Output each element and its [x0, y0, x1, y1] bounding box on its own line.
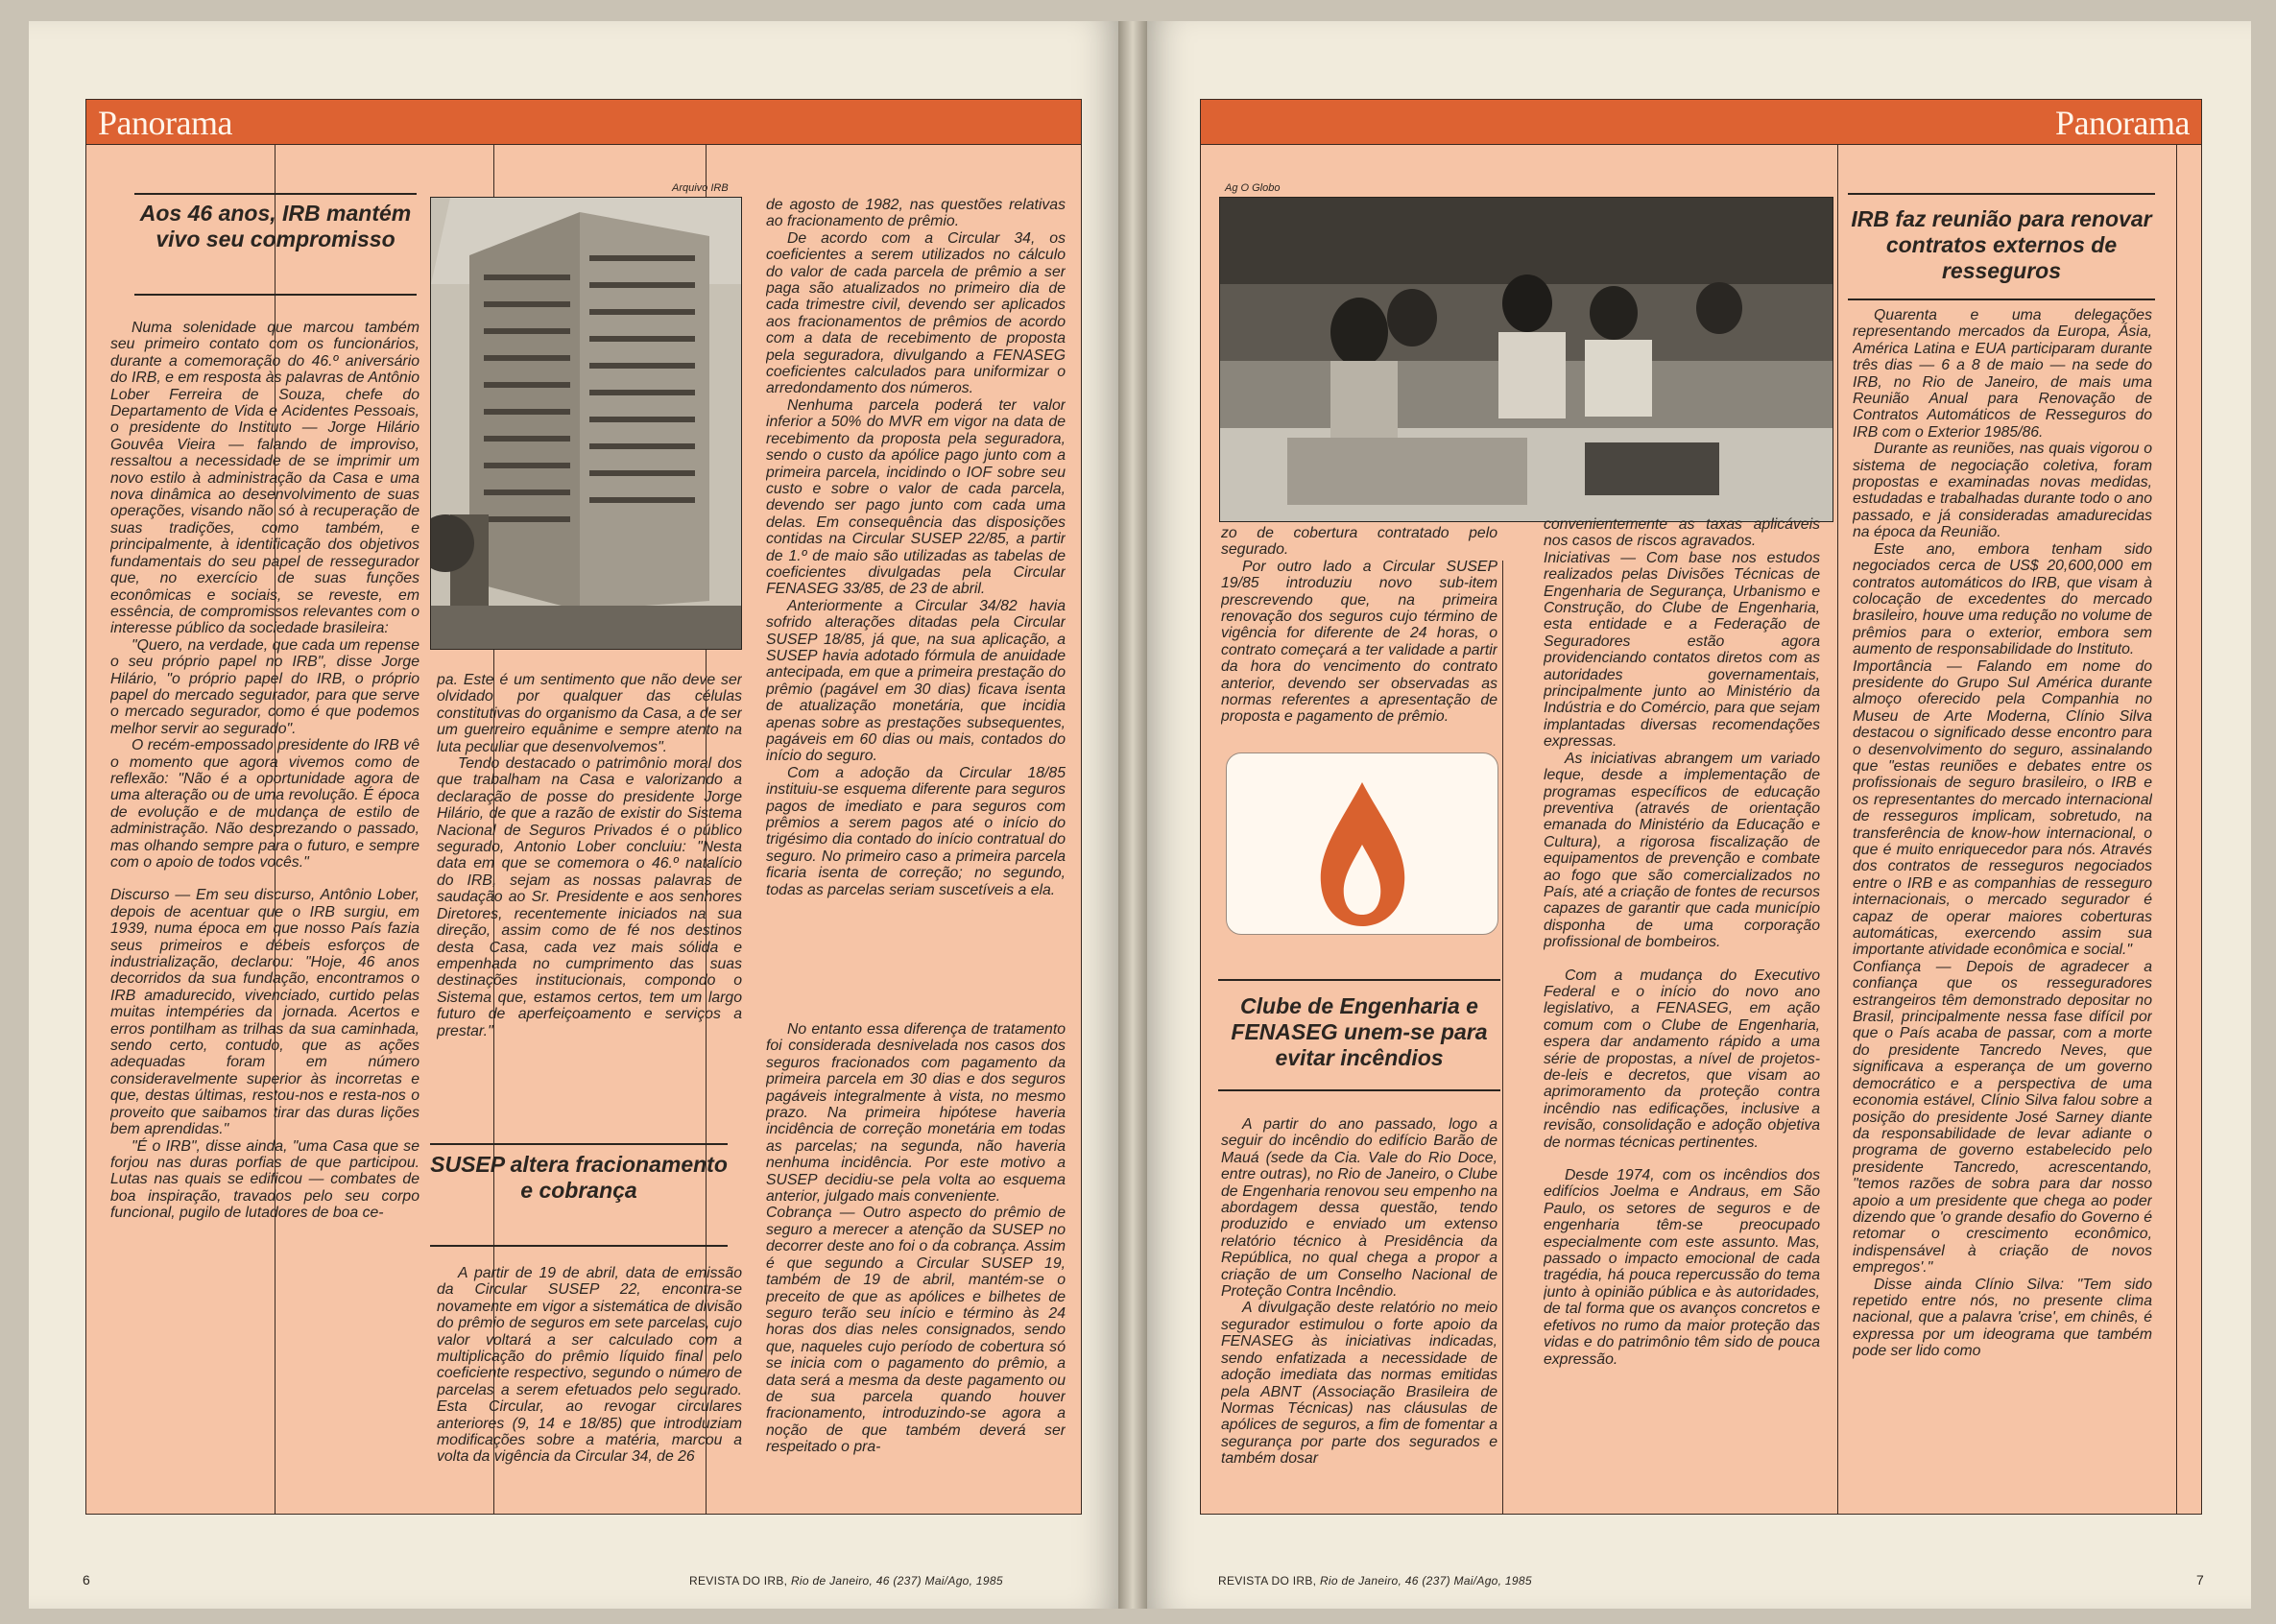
article-column-1b [1221, 1116, 1497, 1486]
paragraph: A divulgação deste relatório no meio segurador estimulou o forte apoio da FENASEG às iniciativas indicadas, sendo enfatizada a necessidade de adoção imediata das normas emitidas pela ABNT (Associação Brasileira de Normas Técnicas) nas cláusulas de apólices de seguros, a fim de fomentar a segurança por parte dos segurados e também dosar [1221, 1300, 1497, 1468]
paragraph: O recém-empossado presidente do IRB vê o momento que agora vivemos como de reflexão: "Não é a oportunidade agora de uma alteração ou de uma revolução. É época de evolução e de mudança de estilo de administração. Não desprezando o passado, mas olhando sempre para o futuro, e sempre com o apoio de todos vocês." [110, 737, 419, 871]
paragraph: de agosto de 1982, nas questões relativas ao fracionamento de prêmio. [766, 197, 1066, 230]
section-title: Panorama [2055, 104, 2190, 142]
building-illustration [431, 198, 741, 649]
headline-rule [1848, 299, 2155, 300]
building-photo [430, 197, 742, 650]
journal-name: REVISTA DO IRB, [1218, 1574, 1317, 1588]
article-column-2 [1544, 516, 1820, 1486]
paragraph: Durante as reuniões, nas quais vigorou o sistema de negociação coletiva, foram propostas e examinadas novas medidas, estudadas e trabalhadas durante todo o ano passado, e já consideradas amadurecidas na época da Reunião. [1853, 441, 2152, 541]
column-rule [1502, 561, 1503, 1514]
paragraph: "Quero, na verdade, que cada um repense o seu próprio papel no IRB", disse Jorge Hilário, "o próprio papel do IRB, o próprio papel do mercado segurador, para que serve o mercado segurador, como é que podemos melhor servir ao segurado". [110, 636, 419, 737]
section-band [86, 100, 1081, 145]
headline-rule [430, 1245, 728, 1247]
paragraph: Tendo destacado o patrimônio moral dos que trabalham na Casa e valorizando a declaração de posse do presidente Jorge Hilário, de que a razão de existir do Sistema Nacional de Seguros Privados é o público segurado, Antonio Lober concluiu: "Nesta data em que se comemora o 46.º natalício do IRB, sejam as nossas palavras de saudação ao Sr. Presidente e aos senhores Diretores, recentemente iniciados na sua direção, assim como de fé nos destinos desta Casa, cada vez mais sólida e empenhada no cumprimento das suas destinações institucionais, compondo o Sistema que, estamos certos, tem um largo futuro de aperfeiçoamento e serviços a prestar." [437, 755, 742, 1039]
article-headline: SUSEP altera fracionamento e cobrança [430, 1152, 728, 1203]
paragraph: Quarenta e uma delegações representando mercados da Europa, Ásia, América Latina e EUA participaram durante três dias — 6 a 8 de maio — na sede do IRB, no Rio de Janeiro, de mais uma Reunião Anual para Renovação de Contratos Automáticos de Resseguros do IRB com o Exterior 1985/86. [1853, 307, 2152, 441]
paragraph: Disse ainda Clínio Silva: "Tem sido repetido entre nós, no presente clima nacional, que a palavra 'crise', em chinês, é expressa por um ideograma que também pode ser lido como [1853, 1276, 2152, 1360]
paragraph: Numa solenidade que marcou também seu primeiro contato com os funcionários, durante a comemoração do 46.º aniversário do IRB, e em resposta às palavras de Antônio Lober Ferreira de Souza, chefe do Departamento de Vida e Acidentes Pessoais, o presidente do Instituto — Jorge Hilário Gouvêa Vieira — falando de improviso, ressaltou a necessidade de se imprimir um novo estilo à administração da Casa e uma nova dinâmica ao desenvolvimento de suas operações, visando não só à recuperação de suas tradições, como também, e principalmente, à identificação dos objetivos fundamentais do seu papel de ressegurador que, no exercício de suas funções econômicas e sociais, se reveste, em essência, de compromissos relevantes com o interesse público da sociedade brasileira: [110, 320, 419, 637]
paragraph: No entanto essa diferença de tratamento foi considerada desnivelada nos casos dos seguros fracionados com pagamento da primeira parcela em 30 dias e dos seguros pagáveis integralmente à vista, no mesmo prazo. Na primeira hipótese haveria incidência de correção monetária em todas as parcelas; na segunda, não haveria nenhuma incidência. Por este motivo a SUSEP decidiu-se pela volta ao esquema anterior, julgado mais conveniente. [766, 1021, 1066, 1206]
column-rule [2176, 144, 2177, 1514]
section-title: Panorama [98, 104, 232, 142]
headline-rule [134, 193, 417, 195]
headline-rule [134, 294, 417, 296]
paragraph: Este ano, embora tenham sido negociados cerca de US$ 20,600,000 em contratos automáticos do IRB, que visam à colocação de excedentes do mercado brasileiro, houve uma redução no volume de prêmios para o exterior, embora sem aumento de responsabilidade do Instituto. [1853, 540, 2152, 658]
paragraph: Iniciativas — Com base nos estudos realizados pelas Divisões Técnicas de Engenharia de Segurança, Urbanismo e Construção, do Clube de Engenharia, esta entidade e a Federação de Seguradores estão agora providenciando contatos diretos com as autoridades governamentais, principalmente junto ao Ministério da Indústria e do Comércio, para que sejam implantadas diversas recomendações expressas. [1544, 549, 1820, 751]
paragraph: "É o IRB", disse ainda, "uma Casa que se forjou nas duras porfias de que participou. Lutas nas quais se edificou — combates de boa inspiração, travados pelo seu corpo funcional, pugilo de lutadores de boa ce- [110, 1137, 419, 1222]
paragraph: A partir de 19 de abril, data de emissão da Circular SUSEP 22, encontra-se novamente em vigor a sistemática de divisão do prêmio de seguros em sete parcelas, cujo valor voltará a ser calculado com a multiplicação do prêmio líquido final pelo coeficiente respectivo, segundo o número de parcelas a serem efetuados pelo segurado. Esta Circular, ao revogar circulares anteriores (9, 14 e 18/85) que introduziam modificações sobre a matéria, marcou a volta da vigência da Circular 34, de 26 [437, 1265, 742, 1466]
article-headline: Clube de Engenharia e FENASEG unem-se para evitar incêndios [1231, 993, 1488, 1070]
photo-credit: Arquivo IRB [672, 182, 729, 194]
paragraph: A partir do ano passado, logo a seguir do incêndio do edifício Barão de Mauá (sede da Cia. Vale do Rio Doce, entre outras), no Rio de Janeiro, o Clube de Engenharia renovou seu empenho na abordagem dessa questão, tendo produzido e enviado um extenso relatório técnico à Presidência da República, no qual chega a propor a criação de um Conselho Nacional de Proteção Contra Incêndio. [1221, 1116, 1497, 1301]
article-column-2 [437, 672, 742, 1152]
column-rule [1837, 144, 1838, 1514]
office-photo [1219, 197, 1833, 522]
paragraph: Desde 1974, com os incêndios dos edifícios Joelma e Andraus, em São Paulo, os setores de seguros e de engenharia têm-se preocupado especialmente com este assunto. Mas, passado o impacto emocional de cada tragédia, há pouca repercussão do tema junto à opinião pública e às autoridades, de tal forma que os avanços concretos e efetivos no rumo da maior proteção das vidas e do patrimônio têm sido de pouca expressão. [1544, 1167, 1820, 1368]
paragraph: As iniciativas abrangem um variado leque, desde a implementação de programas específicos de educação preventiva (através de orientação emanada do Ministério da Educação e Cultura), a rigorosa fiscalização de equipamentos de prevenção e combate ao fogo que são comercializados no País, até a criação de fontes de recursos capazes de garantir que cada município disponha de uma corporação profissional de bombeiros. [1544, 750, 1820, 951]
paragraph: Anteriormente a Circular 34/82 havia sofrido alterações ditadas pela Circular SUSEP 18/85, já que, na sua aplicação, a SUSEP havia adotado fórmula de anuidade antecipada, em que a primeira prestação do prêmio (pagável em 30 dias) ficava isenta de atualização monetária, que incidia apenas sobre as prestações subsequentes, pagáveis em 60 dias ou mais, contados do início do seguro. [766, 597, 1066, 765]
article-column-3 [766, 197, 1066, 965]
office-illustration [1220, 198, 1833, 521]
article-column-1 [1221, 525, 1497, 728]
headline-rule [430, 1143, 728, 1145]
paragraph: Cobrança — Outro aspecto do prêmio de seguro a merecer a atenção da SUSEP no decorrer deste ano foi o da cobrança. Assim é que segundo a Circular SUSEP 19, também de 19 de abril, mantém-se o preceito de que as apólices e bilhetes de seguro terão seu início e término às 24 horas dos dias neles consignados, sendo que, naqueles cujo período de cobertura só se inicia com o pagamento do prêmio, a data será a mesma da deste pagamento ou de sua parcela quando houver fracionamento, introduzindo-se agora a noção de que também deverá ser respeitado o pra- [766, 1205, 1066, 1456]
section-band [1201, 100, 2201, 145]
article-column-3b [766, 1021, 1066, 1486]
paragraph: Com a adoção da Circular 18/85 instituiu-se esquema diferente para seguros pagos de imediato e para seguros com prêmios a serem pagos até o início do trigésimo dia contado do início contratual do seguro. No primeiro caso a primeira parcela ficaria isenta de correção; no segundo, todas as parcelas seriam suscetíveis a ela. [766, 764, 1066, 898]
page-footer [1218, 1574, 1532, 1588]
article-column-3 [1853, 307, 2152, 1486]
page-number: 6 [83, 1572, 90, 1588]
article-headline: IRB faz reunião para renovar contratos externos de resseguros [1851, 206, 2152, 283]
journal-issue: Rio de Janeiro, 46 (237) Mai/Ago, 1985 [790, 1574, 1003, 1588]
article-column-2b [437, 1265, 742, 1486]
page-number: 7 [2196, 1572, 2204, 1588]
paragraph: De acordo com a Circular 34, os coeficientes a serem utilizados no cálculo do valor de cada parcela de prêmio a ser paga são atualizados no primeiro dia de cada trimestre civil, devendo ser aplicados aos fracionamentos de prêmios de acordo com a data de recebimento de proposta pela seguradora, divulgando a FENASEG coeficientes calculados para uniformizar o arredondamento dos números. [766, 229, 1066, 397]
paragraph: Confiança — Depois de agradecer a confiança que os resseguradores estrangeiros têm demonstrado depositar no Brasil, principalmente nessa fase difícil por que o País acaba de passar, com a morte do presidente Tancredo Neves, que significava a esperança de um governo democrático e a perspectiva de uma economia estável, Clínio Silva falou sobre a posição do presidente José Sarney diante da responsabilidade de levar adiante o programa de governo estabelecido pelo presidente Tancredo, acrescentando, "temos razões de sobra para dar nosso apoio a um presidente que chega ao poder dizendo que 'o grande desafio do Governo é retomar o crescimento econômico, indispensável à criação de novos empregos'." [1853, 958, 2152, 1277]
flame-icon [1227, 753, 1497, 934]
paragraph: convenientemente as taxas aplicáveis nos casos de riscos agravados. [1544, 516, 1820, 550]
journal-issue: Rio de Janeiro, 46 (237) Mai/Ago, 1985 [1319, 1574, 1532, 1588]
fenaseg-logo-box [1226, 752, 1498, 935]
paragraph: zo de cobertura contratado pelo segurado. [1221, 525, 1497, 559]
paragraph: Discurso — Em seu discurso, Antônio Lober, depois de acentuar que o IRB surgiu, em 1939, numa época em que nosso País fazia seus primeiros e débeis esforços de industrialização, declarou: "Hoje, 46 anos decorridos da sua fundação, encontramos o IRB amadurecido, vivenciado, curtido pelas muitas intempéries da jornada. Acertos e erros pontilham as trilhas da sua caminhada, sendo certo, contudo, que as ações adequadas foram em número consideravelmente superior às incorretas e que, destas últimas, restou-nos e resta-nos o proveito que saibamos tirar das duras lições bem aprendidas." [110, 887, 419, 1138]
journal-name: REVISTA DO IRB, [689, 1574, 788, 1588]
paragraph: Importância — Falando em nome do presidente do Grupo Sul América durante almoço oferecido pela Companhia no Museu de Arte Moderna, Clínio Silva destacou o significado desse encontro para o desenvolvimento do seguro, assinalando que "estas reuniões e debates entre os profissionais de seguro brasileiro, o IRB e os representantes do mercado internacional de resseguros implicam, sobretudo, na transferência de know-how internacional, o que é muito enriquecedor para nós. Através dos contratos de resseguros negociados entre o IRB e as companhias de resseguro internacionais, o mercado segurador é capaz de operar maiores coberturas automáticas, exercendo assim sua importante atividade econômica e social." [1853, 657, 2152, 959]
page-footer [689, 1574, 1003, 1588]
paragraph: Por outro lado a Circular SUSEP 19/85 introduziu novo sub-item prescrevendo que, na primeira renovação dos seguros cujo término de vigência for diferente de 24 horas, o contrato começará a ter validade a partir da hora do vencimento do contrato anterior, devendo ser observadas as normas referentes a apresentação de proposta e pagamento de prêmio. [1221, 558, 1497, 726]
paragraph: Nenhuma parcela poderá ter valor inferior a 50% do MVR em vigor na data de recebimento da proposta pela seguradora, sendo o custo da apólice pago junto com a primeira parcela, incidindo o IOF sobre seu custo e sobre o valor de cada parcela, devendo ser pago junto com cada uma delas. Em consequência das disposições contidas na Circular SUSEP 22/85, a partir de 1.º de maio são utilizadas as tabelas de coeficientes divulgadas pela Circular FENASEG 33/85, de 23 de abril. [766, 396, 1066, 598]
photo-credit: Ag O Globo [1225, 182, 1281, 194]
headline-rule [1218, 1089, 1500, 1091]
article-headline: Aos 46 anos, IRB mantém vivo seu compromisso [139, 201, 412, 251]
paragraph: pa. Este é um sentimento que não deve ser olvidado por qualquer das células constitutivas do organismo da Casa, a de ser um guerreiro equânime e sempre atento na luta peculiar que desenvolvemos". [437, 672, 742, 755]
paragraph: Com a mudança do Executivo Federal e o início do novo ano legislativo, a FENASEG, em ação comum com o Clube de Engenharia, espera dar andamento rápido a uma série de propostas, a nível de projetos-de-leis e decretos, que visam ao aprimoramento da proteção contra incêndio nas edificações, inclusive a revisão, consolidação e adoção objetiva de normas técnicas pertinentes. [1544, 967, 1820, 1151]
page-gutter [1118, 21, 1147, 1609]
article-column-1 [110, 320, 419, 1484]
headline-rule [1848, 193, 2155, 195]
headline-rule [1218, 979, 1500, 981]
